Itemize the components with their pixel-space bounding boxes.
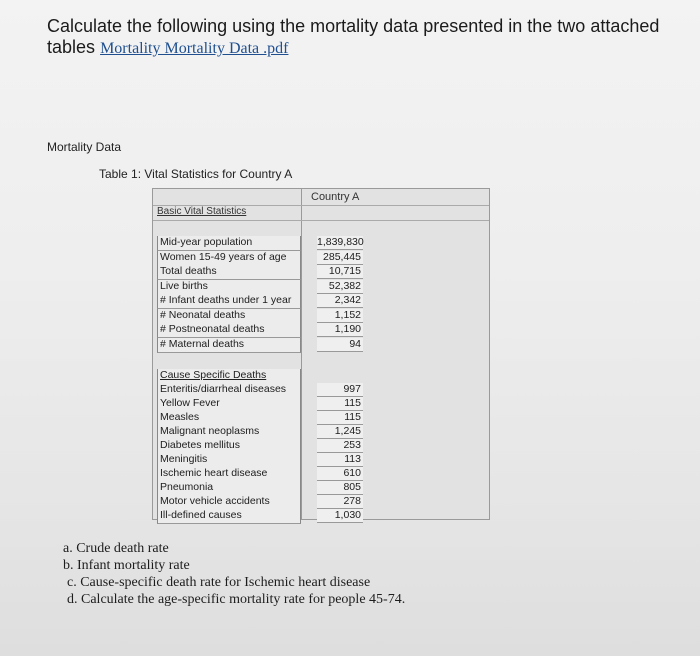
row-value: 1,245 (317, 425, 363, 439)
table-row (157, 236, 487, 251)
table-row (157, 294, 487, 309)
table-row (157, 265, 487, 280)
pdf-link[interactable]: Mortality Mortality Data .pdf (100, 40, 289, 57)
row-value: 1,030 (317, 509, 363, 523)
row-value: 1,190 (317, 323, 363, 337)
row-label: Mid-year population (157, 236, 301, 251)
question-item: c. Cause-specific death rate for Ischemic heart disease (67, 575, 371, 590)
row-label: Malignant neoplasms (157, 425, 301, 440)
row-value: 997 (317, 383, 363, 397)
table-row (157, 425, 487, 439)
row-label: Ischemic heart disease (157, 467, 301, 482)
row-value: 2,342 (317, 294, 363, 308)
row-value: 52,382 (317, 280, 363, 294)
row-value: 253 (317, 439, 363, 453)
table-row (157, 495, 487, 509)
row-label: Women 15-49 years of age (157, 251, 301, 266)
question-item: d. Calculate the age-specific mortality rate for people 45-74. (67, 592, 406, 607)
row-value: 115 (317, 411, 363, 425)
cause-specific-header: Cause Specific Deaths (157, 369, 301, 384)
basic-statistics-header-row (153, 205, 489, 221)
row-label: Ill-defined causes (157, 509, 301, 524)
question-prompt: Calculate the following using the mortality data presented in the two attached tables (47, 16, 660, 57)
table-row (157, 467, 487, 481)
row-label: Total deaths (157, 265, 301, 280)
table-row (157, 338, 487, 353)
row-value: 1,839,830 (317, 236, 364, 248)
row-label: # Postneonatal deaths (157, 323, 301, 338)
table-row (157, 453, 487, 467)
row-label: Diabetes mellitus (157, 439, 301, 454)
question-item: b. Infant mortality rate (63, 558, 190, 573)
row-label: Motor vehicle accidents (157, 495, 301, 510)
row-value: 10,715 (317, 265, 363, 279)
table-caption: Table 1: Vital Statistics for Country A (99, 167, 293, 181)
section-title: Mortality Data (47, 140, 122, 154)
table-row (157, 439, 487, 453)
table-row (157, 383, 487, 397)
row-label: Live births (157, 280, 301, 295)
table-row (157, 411, 487, 425)
row-value: 805 (317, 481, 363, 495)
row-value: 113 (317, 453, 363, 467)
table-row (157, 509, 487, 523)
table-row (157, 369, 487, 383)
vital-statistics-table (152, 188, 490, 520)
basic-statistics-block (157, 236, 487, 352)
row-label: # Maternal deaths (157, 338, 301, 353)
row-value: 115 (317, 397, 363, 411)
row-value: 94 (317, 338, 363, 352)
basic-statistics-header: Basic Vital Statistics (157, 206, 247, 217)
row-value: 1,152 (317, 309, 363, 323)
row-label: Enteritis/diarrheal diseases (157, 383, 301, 398)
table-row (157, 280, 487, 295)
table-row (157, 481, 487, 495)
table-header-row (153, 189, 489, 206)
table-row (157, 309, 487, 324)
table-row (157, 397, 487, 411)
row-label: Measles (157, 411, 301, 426)
question-text (47, 16, 667, 59)
column-header-country: Country A (311, 191, 360, 203)
table-row (157, 251, 487, 266)
row-label: # Neonatal deaths (157, 309, 301, 324)
row-value: 278 (317, 495, 363, 509)
row-label: Meningitis (157, 453, 301, 468)
row-value: 285,445 (317, 251, 363, 265)
row-label: Yellow Fever (157, 397, 301, 412)
question-item: a. Crude death rate (63, 541, 169, 556)
cause-specific-block (157, 369, 487, 523)
table-row (157, 323, 487, 338)
row-value: 610 (317, 467, 363, 481)
row-label: Pneumonia (157, 481, 301, 496)
question-list (63, 540, 405, 608)
row-label: # Infant deaths under 1 year (157, 294, 301, 309)
